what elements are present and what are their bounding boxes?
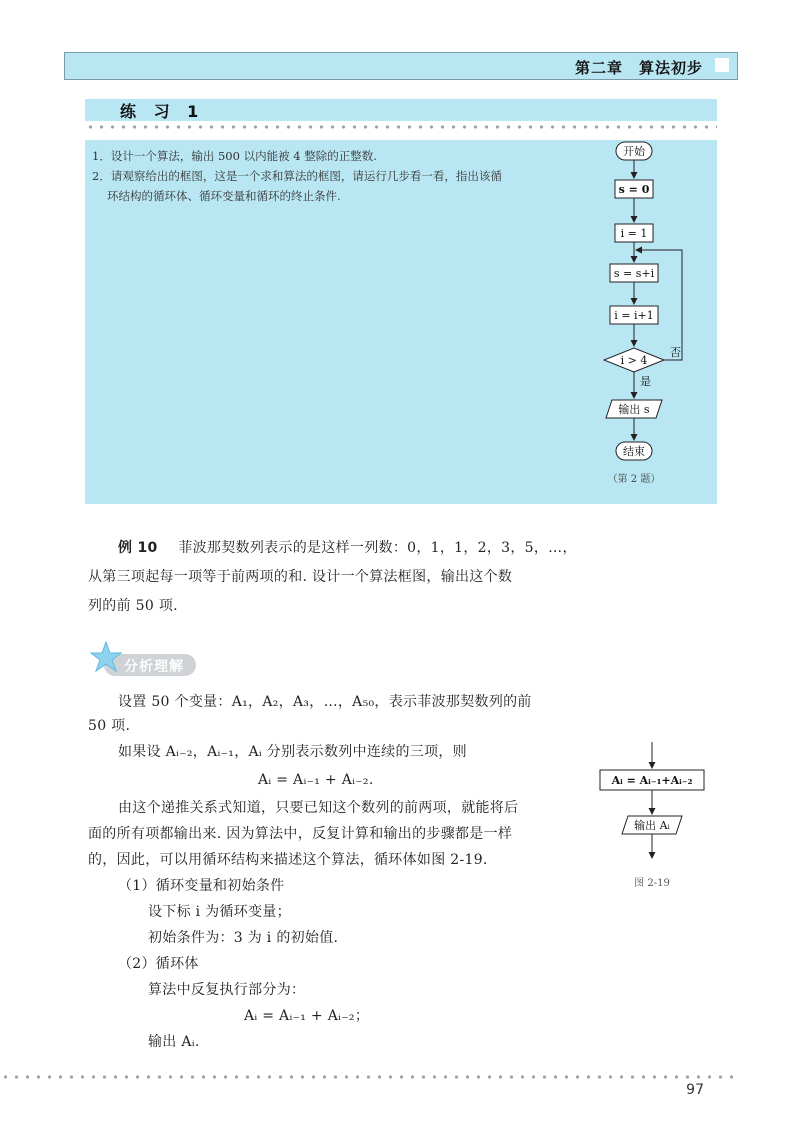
example-line-3: 列的前 50 项. [88, 598, 178, 614]
figure-2-19 [590, 740, 720, 900]
init-i-label: i = 1 [620, 227, 648, 240]
end-label: 结束 [623, 445, 645, 458]
analysis-line-10: 初始条件为：3 为 i 的初始值. [148, 930, 339, 946]
analysis-line-1: 设置 50 个变量：A₁，A₂，A₃，…，A₅₀，表示菲波那契数列的前 [118, 694, 532, 710]
analysis-line-14: 输出 Aᵢ. [148, 1034, 200, 1050]
analysis-line-5: 由这个递推关系式知道，只要已知这个数列的前两项，就能将后 [118, 800, 519, 816]
analysis-line-3: 如果设 Aᵢ₋₂，Aᵢ₋₁，Aᵢ 分别表示数列中连续的三项，则 [118, 744, 467, 760]
example-line-1 [118, 534, 577, 563]
no-label: 否 [670, 346, 681, 359]
recurrence-box-label: Aᵢ = Aᵢ₋₁+Aᵢ₋₂ [611, 774, 693, 787]
flowchart-caption: （第 2 题） [607, 474, 661, 485]
exercise-banner [85, 99, 717, 121]
footer-dotted-divider [0, 1074, 740, 1080]
dotted-divider [85, 124, 717, 130]
question-2: 2．请观察给出的框图，这是一个求和算法的框图，请运行几步看一看，指出该循 [92, 169, 502, 183]
analysis-line-12: 算法中反复执行部分为： [148, 982, 306, 998]
analysis-line-9: 设下标 i 为循环变量； [148, 904, 291, 920]
output-label: 输出 s [618, 403, 650, 416]
question-1: 1．设计一个算法，输出 500 以内能被 4 整除的正整数. [92, 149, 377, 163]
loop-body-formula: Aᵢ = Aᵢ₋₁ + Aᵢ₋₂； [244, 1008, 370, 1024]
analysis-heading [90, 640, 200, 682]
output-ai-label: 输出 Aᵢ [634, 819, 670, 832]
yes-label: 是 [640, 375, 651, 388]
figure-caption: 图 2-19 [634, 878, 670, 889]
example-label: 例 10 [118, 540, 158, 556]
analysis-line-8: （1）循环变量和初始条件 [118, 878, 285, 894]
analysis-line-2: 50 项. [88, 718, 131, 734]
analysis-line-6: 面的所有项都输出来. 因为算法中，反复计算和输出的步骤都是一样 [88, 826, 513, 842]
init-s-label: s = 0 [618, 183, 650, 196]
page-number: 97 [686, 1082, 704, 1098]
start-label: 开始 [623, 145, 645, 158]
example-line-2: 从第三项起每一项等于前两项的和. 设计一个算法框图，输出这个数 [88, 569, 513, 585]
exercise-title: 练 习 1 [120, 102, 205, 121]
example-text-1: 菲波那契数列表示的是这样一列数：0，1，1，2，3，5，…， [178, 540, 577, 556]
question-2-cont: 环结构的循环体、循环变量和循环的终止条件. [107, 189, 341, 203]
update-i-label: i = i+1 [614, 309, 654, 322]
chapter-header-bar [64, 52, 738, 80]
chapter-title: 第二章 算法初步 [574, 59, 703, 77]
analysis-line-11: （2）循环体 [118, 956, 199, 972]
analysis-line-7: 的，因此，可以用循环结构来描述这个算法，循环体如图 2-19. [88, 852, 488, 868]
sum-flowchart [590, 138, 700, 498]
recurrence-formula: Aᵢ = Aᵢ₋₁ + Aᵢ₋₂. [258, 772, 374, 788]
analysis-heading-text: 分析理解 [124, 659, 184, 675]
header-square-icon [715, 58, 729, 72]
condition-label: i > 4 [620, 354, 648, 367]
update-s-label: s = s+i [613, 267, 655, 280]
